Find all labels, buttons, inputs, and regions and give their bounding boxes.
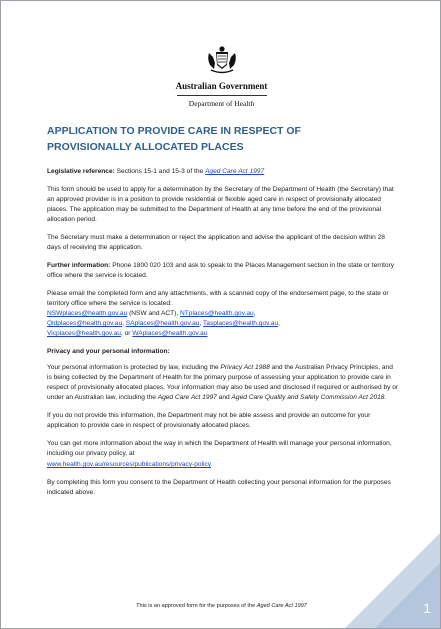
privacy-text: and — [216, 394, 232, 401]
further-info-text: Phone 1800 020 103 and ask to speak to the Places Management section in the state or territory office where the service is located. — [47, 262, 395, 279]
email-separator: , — [278, 320, 280, 327]
email-tas-link[interactable]: Tasplaces@health.gov.au — [203, 320, 279, 327]
government-name: Australian Government — [175, 81, 268, 91]
further-information — [47, 261, 399, 281]
header-divider — [177, 95, 267, 96]
privacy-paragraph-4: By completing this form you consent to the Department of Health collecting your personal information for the purposes indicated above. — [47, 479, 391, 496]
secretary-paragraph: The Secretary must make a determination or reject the application and advise the applicant of the decision within 28 days of receiving the application. — [47, 234, 385, 251]
privacy-policy-line — [47, 460, 399, 470]
legislative-label: Legislative reference: — [47, 168, 115, 175]
footer-act: Aged Care Act 1997 — [256, 603, 307, 609]
coat-of-arms-icon — [204, 43, 240, 79]
privacy-heading: Privacy and your personal information: — [47, 348, 170, 355]
aged-care-act-reference: Aged Care Act 1997 — [157, 394, 217, 401]
privacy-paragraph-1 — [47, 363, 399, 403]
department-name: Department of Health — [188, 99, 255, 108]
privacy-policy-link[interactable]: www.health.gov.au/resources/publications/privacy-policy — [47, 461, 212, 468]
email-nt-link[interactable]: NTplaces@health.gov.au — [180, 310, 254, 317]
intro-paragraph: This form should be used to apply for a determination by the Secretary of the Department of Health (the Secretary) that an approved provider is in a position to provide residential or flexible aged care in respect of provisionally allocated places. The application may be submitted to the Department of Health at any time before the end of the provisional allocation period. — [47, 186, 394, 223]
form-body — [47, 167, 399, 506]
email-separator: , — [199, 320, 203, 327]
privacy-act-reference: Privacy Act 1988 — [220, 364, 270, 371]
page-number: 1 — [423, 600, 431, 616]
privacy-text: and the Australian Privacy Principles, and is being collected by the Department of Health for the primary purpose of assessing your application to provide care in respect of provisionally allocated places. Your information may also be used and disclosed if required or authorised by or under an Australian law, including the — [47, 364, 399, 401]
email-intro: Please email the completed form and any attachments, with a scanned copy of the endorsement page, to the state or territory office where the service is located: — [47, 290, 389, 307]
email-qld-link[interactable]: Qldplaces@health.gov.au — [47, 320, 123, 327]
footer-text: This is an approved form for the purposes of the — [136, 603, 257, 609]
email-vic-link[interactable]: Vicplaces@health.gov.au — [47, 330, 121, 337]
privacy-text: Your personal information is protected by law, including the — [47, 364, 221, 371]
further-info-label: Further information: — [47, 262, 111, 269]
email-wa-link[interactable]: WAplaces@health.gov.au — [132, 330, 208, 337]
quality-commission-act-reference: Aged Care Quality and Safety Commission Act 2018. — [231, 394, 387, 401]
form-title: APPLICATION TO PROVIDE CARE IN RESPECT OF PROVISIONALLY ALLOCATED PLACES — [47, 125, 301, 153]
legislative-text: Sections 15-1 and 15-3 of the — [114, 168, 205, 175]
email-nsw-link[interactable]: NSWplaces@health.gov.au — [47, 310, 128, 317]
privacy-paragraph-3: You can get more information about the way in which the Department of Health will manage your personal information, including our privacy policy, at — [47, 440, 392, 457]
email-separator: , or — [120, 330, 133, 337]
legislative-reference — [47, 167, 399, 177]
aged-care-act-link[interactable]: Aged Care Act 1997 — [205, 168, 265, 175]
email-separator: , — [122, 320, 126, 327]
privacy-paragraph-2: If you do not provide this information, the Department may not be able assess and provide an outcome for your application to provide care in respect of provisionally allocated places. — [47, 412, 371, 429]
email-sa-link[interactable]: SAplaces@health.gov.au — [125, 320, 200, 327]
email-nsw-note: (NSW and ACT), — [127, 310, 181, 317]
email-separator: , — [253, 310, 256, 317]
email-paragraph — [47, 289, 399, 339]
